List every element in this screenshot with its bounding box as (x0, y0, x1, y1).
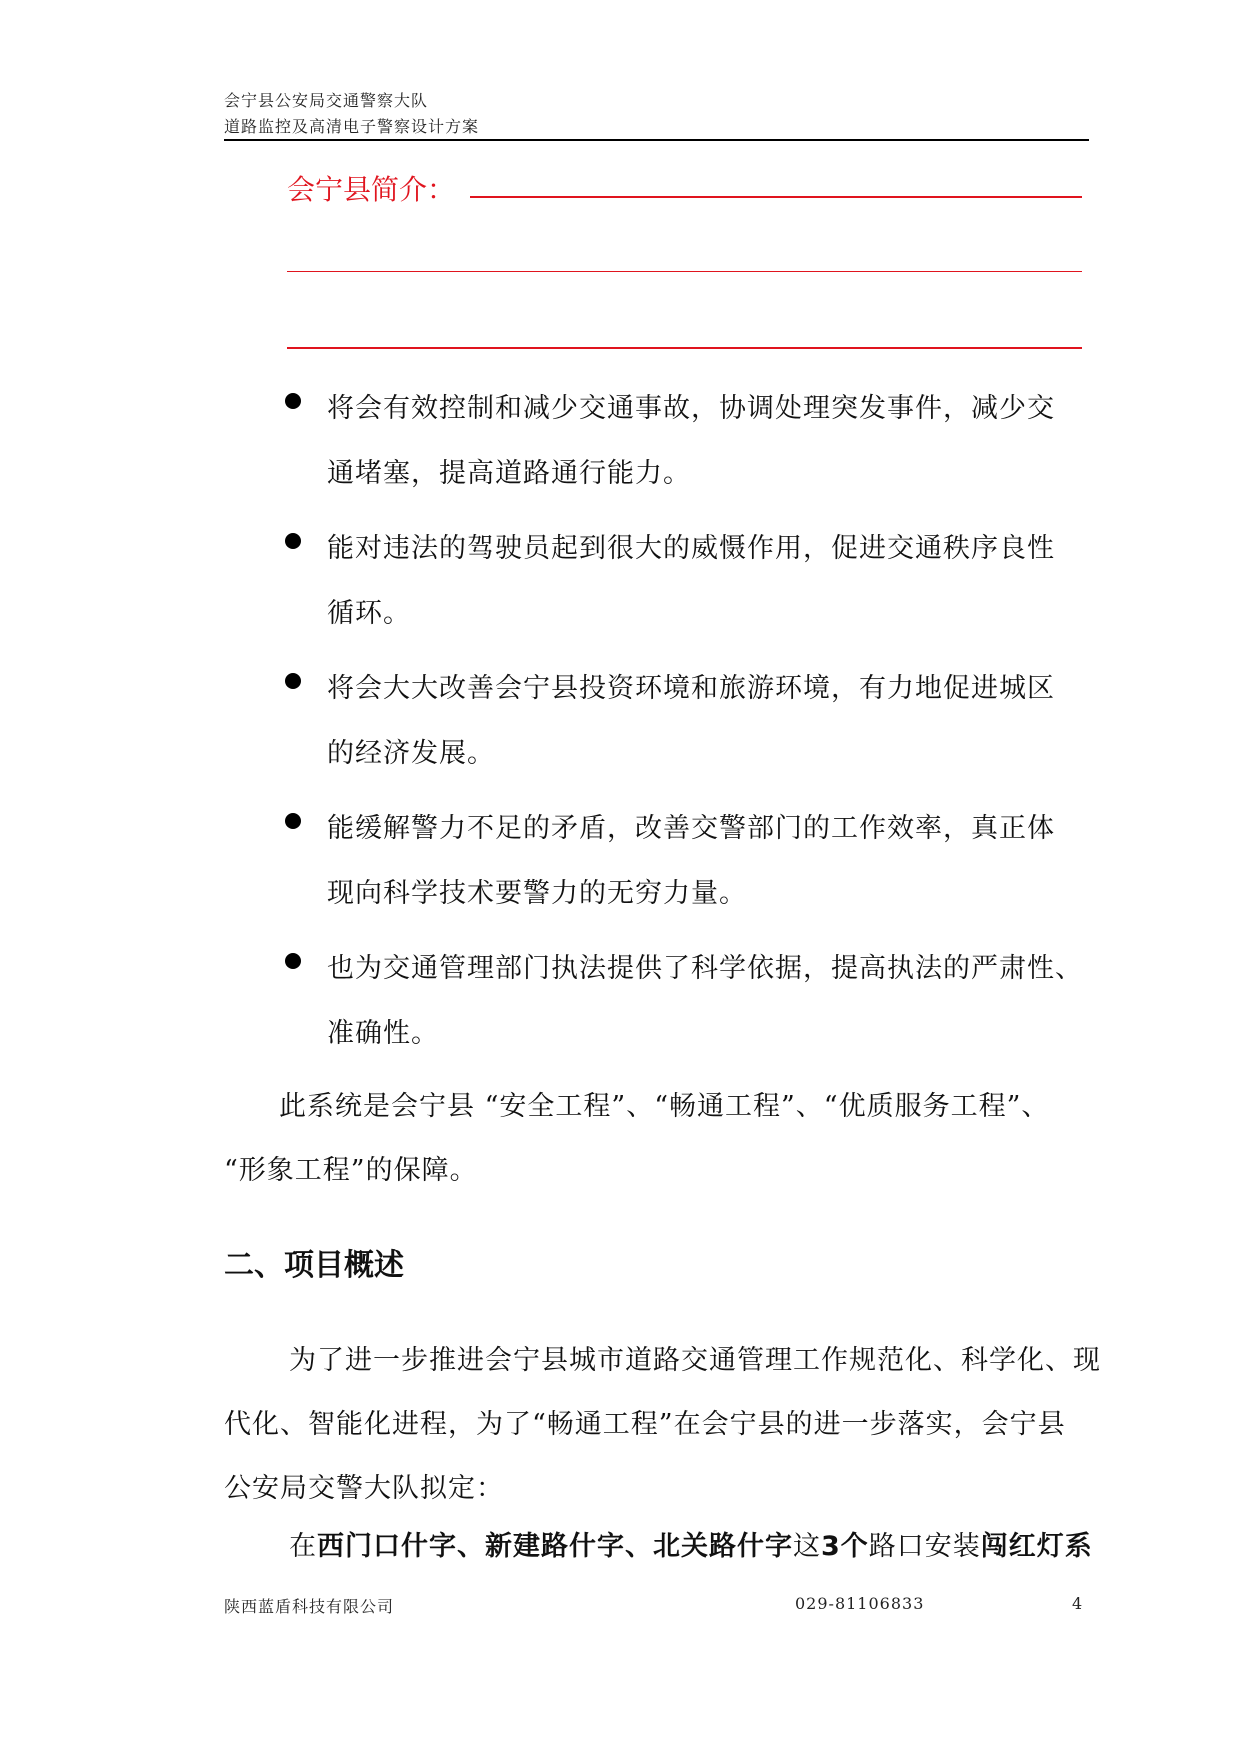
header-rule (224, 139, 1089, 141)
intro-blank-line-2 (287, 271, 1082, 272)
footer-company: 陕西蓝盾科技有限公司 (224, 1597, 395, 1616)
count-bold: 3个 (821, 1531, 869, 1562)
summary-line-2: “形象工程”的保障。 (224, 1155, 478, 1186)
bullet-line: 也为交通管理部门执法提供了科学依据，提高执法的严肃性、 (327, 953, 1083, 984)
bullet-dot-icon (285, 673, 301, 689)
system-bold: 闯红灯系 (980, 1531, 1093, 1562)
bullet-line: 现向科学技术要警力的无穷力量。 (327, 878, 747, 909)
text-run: 路口安装 (868, 1531, 981, 1562)
overview-line-2: 代化、智能化进程，为了“畅通工程”在会宁县的进一步落实，会宁县 (224, 1409, 1066, 1440)
intro-label: 会宁县简介： (287, 173, 456, 206)
summary-paragraph (224, 1075, 1139, 1203)
summary-line-1: 此系统是会宁县 “安全工程”、“畅通工程”、“优质服务工程”、 (279, 1091, 1050, 1122)
intersections-bold: 西门口什字、新建路什字、北关路什字 (317, 1531, 793, 1562)
intersection-paragraph (224, 1515, 1204, 1579)
bullet-line: 将会大大改善会宁县投资环境和旅游环境，有力地促进城区 (327, 673, 1055, 704)
bullet-line: 准确性。 (327, 1018, 439, 1049)
bullet-line: 循环。 (327, 598, 411, 629)
bullet-line: 能对违法的驾驶员起到很大的威慑作用，促进交通秩序良性 (327, 533, 1055, 564)
bullet-dot-icon (285, 813, 301, 829)
overview-line-3: 公安局交警大队拟定： (224, 1473, 504, 1504)
overview-line-1: 为了进一步推进会宁县城市道路交通管理工作规范化、科学化、现 (289, 1345, 1101, 1376)
bullet-line: 能缓解警力不足的矛盾，改善交警部门的工作效率，真正体 (327, 813, 1055, 844)
bullet-line: 将会有效控制和减少交通事故，协调处理突发事件，减少交 (327, 393, 1055, 424)
footer-phone: 029-81106833 (795, 1594, 925, 1613)
header-line-1: 会宁县公安局交通警察大队 (224, 91, 429, 110)
intro-blank-line-1 (470, 196, 1082, 198)
text-run: 在 (289, 1531, 317, 1562)
bullet-line: 通堵塞，提高道路通行能力。 (327, 458, 691, 489)
bullet-line: 的经济发展。 (327, 738, 495, 769)
overview-paragraph (224, 1329, 1139, 1521)
intro-blank-line-3 (287, 347, 1082, 349)
header-line-2: 道路监控及高清电子警察设计方案 (224, 117, 480, 136)
text-run: 这 (793, 1531, 821, 1562)
bullet-dot-icon (285, 953, 301, 969)
section-heading: 二、项目概述 (224, 1248, 404, 1283)
bullet-dot-icon (285, 393, 301, 409)
bullet-dot-icon (285, 533, 301, 549)
footer-page-number: 4 (1072, 1594, 1084, 1613)
